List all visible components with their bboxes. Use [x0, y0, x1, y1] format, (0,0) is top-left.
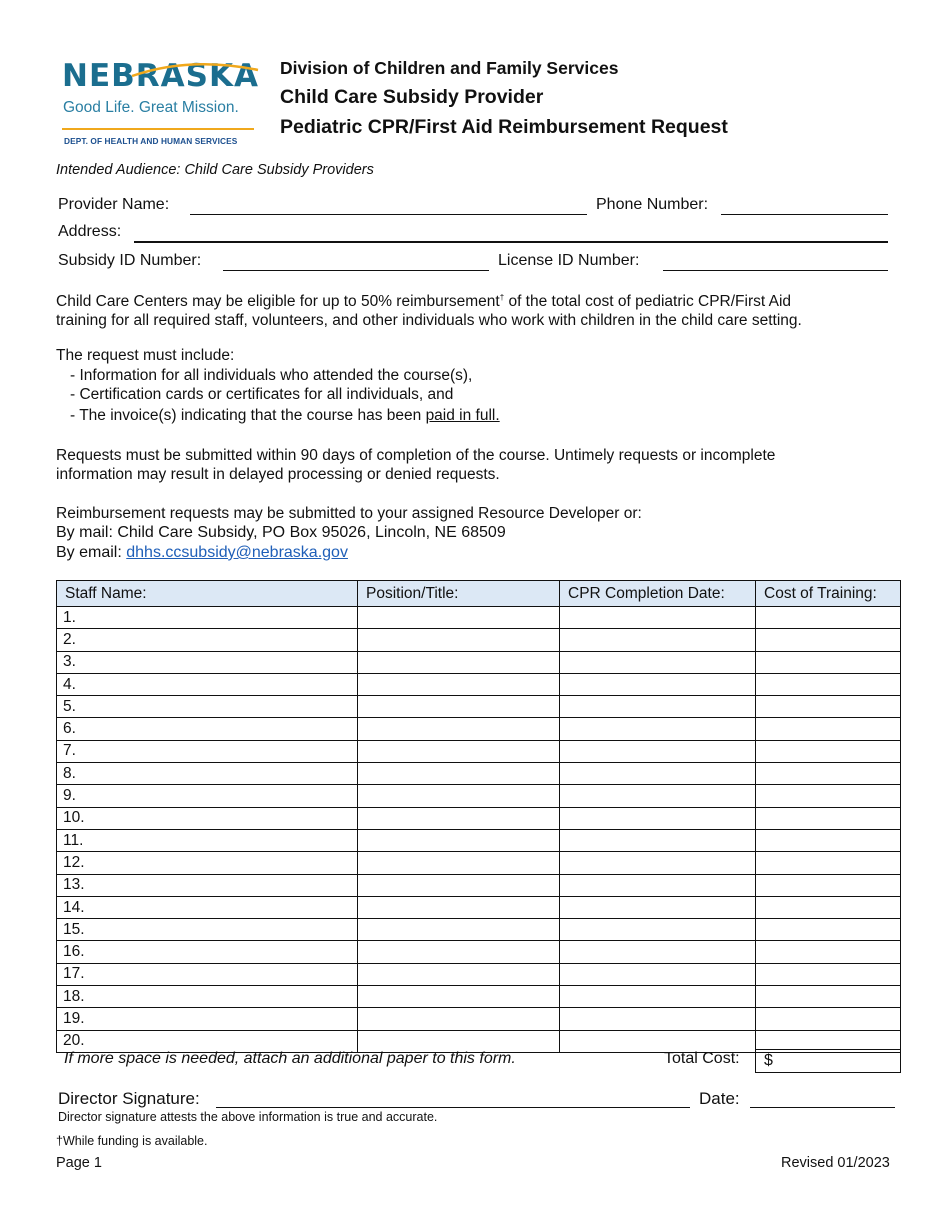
table-header-row: [57, 581, 901, 607]
row-number: 19.: [63, 1009, 85, 1027]
cpr-date-cell[interactable]: [560, 607, 756, 629]
staff-name-cell[interactable]: [57, 718, 358, 740]
eligibility-paragraph: [56, 288, 916, 330]
row-number: 4.: [63, 675, 76, 693]
subsidy-id-label: Subsidy ID Number:: [58, 252, 202, 269]
cost-cell[interactable]: [756, 785, 901, 807]
row-number: 15.: [63, 920, 85, 938]
staff-name-cell[interactable]: [57, 807, 358, 829]
cpr-date-cell[interactable]: [560, 785, 756, 807]
staff-name-cell[interactable]: [57, 829, 358, 851]
staff-name-cell[interactable]: [57, 607, 358, 629]
position-title-cell[interactable]: [358, 651, 560, 673]
table-row: [57, 607, 901, 629]
email-link[interactable]: dhhs.ccsubsidy@nebraska.gov: [126, 544, 348, 561]
table-row: [57, 807, 901, 829]
form-title: Pediatric CPR/First Aid Reimbursement Request: [280, 116, 728, 138]
nebraska-dhhs-logo: [62, 58, 262, 150]
director-signature-label: Director Signature:: [58, 1089, 200, 1108]
row-number: 13.: [63, 876, 85, 894]
position-title-cell[interactable]: [358, 629, 560, 651]
row-number: 20.: [63, 1032, 85, 1050]
table-row: [57, 651, 901, 673]
position-title-cell[interactable]: [358, 763, 560, 785]
table-row: [57, 629, 901, 651]
address-field[interactable]: [134, 241, 888, 243]
cost-cell[interactable]: [756, 963, 901, 985]
funding-footnote: †While funding is available.: [56, 1134, 208, 1148]
row-number: 2.: [63, 630, 76, 648]
provider-name-label: Provider Name:: [58, 196, 170, 213]
cost-cell[interactable]: [756, 874, 901, 896]
cost-cell[interactable]: [756, 718, 901, 740]
cpr-date-cell[interactable]: [560, 629, 756, 651]
deadline-line2: information may result in delayed processing or denied requests.: [56, 466, 500, 483]
table-row: [57, 941, 901, 963]
phone-number-label: Phone Number:: [596, 196, 709, 213]
staff-name-cell[interactable]: [57, 629, 358, 651]
position-title-cell[interactable]: [358, 740, 560, 762]
table-row: [57, 919, 901, 941]
staff-name-cell[interactable]: [57, 763, 358, 785]
deadline-line1: Requests must be submitted within 90 days of completion of the course. Untimely requests or incomplete: [56, 447, 776, 464]
position-title-cell[interactable]: [358, 874, 560, 896]
cost-cell[interactable]: [756, 829, 901, 851]
row-number: 17.: [63, 965, 85, 983]
phone-number-field[interactable]: [721, 214, 888, 215]
cost-cell[interactable]: [756, 1008, 901, 1030]
table-row: [57, 740, 901, 762]
table-row: [57, 896, 901, 918]
revised-date: Revised 01/2023: [781, 1155, 890, 1171]
cost-cell[interactable]: [756, 807, 901, 829]
requirement-item-text: - The invoice(s) indicating that the course has been: [70, 407, 426, 424]
position-title-cell[interactable]: [358, 807, 560, 829]
staff-name-cell[interactable]: [57, 651, 358, 673]
submission-mail: By mail: Child Care Subsidy, PO Box 95026, Lincoln, NE 68509: [56, 524, 506, 541]
cpr-date-cell[interactable]: [560, 718, 756, 740]
cpr-date-cell[interactable]: [560, 1008, 756, 1030]
cost-cell[interactable]: [756, 941, 901, 963]
paid-in-full-text: paid in full.: [425, 407, 500, 424]
staff-name-cell[interactable]: [57, 740, 358, 762]
cost-cell[interactable]: [756, 986, 901, 1008]
table-row: [57, 829, 901, 851]
row-number: 11.: [63, 831, 84, 849]
position-title-cell[interactable]: [358, 1008, 560, 1030]
table-row: [57, 1008, 901, 1030]
position-title-cell[interactable]: [358, 963, 560, 985]
table-row: [57, 874, 901, 896]
logo-wordmark: NEBRASKA: [62, 58, 259, 94]
address-label: Address:: [58, 223, 122, 240]
staff-name-cell[interactable]: [57, 963, 358, 985]
position-title-cell[interactable]: [358, 919, 560, 941]
table-row: [57, 986, 901, 1008]
cpr-date-cell[interactable]: [560, 696, 756, 718]
cost-cell[interactable]: [756, 607, 901, 629]
logo-divider: [62, 128, 254, 130]
subsidy-id-field[interactable]: [223, 270, 489, 271]
col-position-title: Position/Title:: [358, 581, 560, 607]
eligibility-line2: training for all required staff, volunteers, and other individuals who work with children in the child care setting.: [56, 312, 802, 330]
position-title-cell[interactable]: [358, 673, 560, 695]
more-space-note: If more space is needed, attach an additional paper to this form.: [64, 1050, 516, 1067]
row-number: 18.: [63, 987, 85, 1005]
position-title-cell[interactable]: [358, 896, 560, 918]
submission-email-line: [56, 543, 916, 562]
staff-name-cell[interactable]: [57, 874, 358, 896]
position-title-cell[interactable]: [358, 718, 560, 740]
position-title-cell[interactable]: [358, 829, 560, 851]
cpr-date-cell[interactable]: [560, 852, 756, 874]
table-row: [57, 718, 901, 740]
row-number: 16.: [63, 943, 85, 961]
deadline-paragraph: [56, 446, 916, 484]
position-title-cell[interactable]: [358, 785, 560, 807]
row-number: 1.: [63, 608, 76, 626]
table-row: [57, 696, 901, 718]
cpr-date-cell[interactable]: [560, 651, 756, 673]
cost-cell[interactable]: [756, 629, 901, 651]
logo-swoosh-icon: [130, 62, 260, 82]
division-title: Division of Children and Family Services: [280, 58, 619, 78]
cpr-date-cell[interactable]: [560, 673, 756, 695]
staff-name-cell[interactable]: [57, 941, 358, 963]
table-row: [57, 963, 901, 985]
cost-cell[interactable]: [756, 673, 901, 695]
cpr-date-cell[interactable]: [560, 763, 756, 785]
program-title: Child Care Subsidy Provider: [280, 86, 544, 108]
cpr-date-cell[interactable]: [560, 807, 756, 829]
position-title-cell[interactable]: [358, 852, 560, 874]
logo-department: DEPT. OF HEALTH AND HUMAN SERVICES: [64, 136, 238, 146]
cpr-date-cell[interactable]: [560, 874, 756, 896]
cost-cell[interactable]: [756, 651, 901, 673]
email-label: By email:: [56, 544, 127, 561]
submission-intro: Reimbursement requests may be submitted to your assigned Resource Developer or:: [56, 505, 642, 522]
cpr-date-cell[interactable]: [560, 896, 756, 918]
signature-attestation: Director signature attests the above information is true and accurate.: [58, 1110, 438, 1124]
eligibility-line1: Child Care Centers may be eligible for up to 50% reimbursement: [56, 293, 500, 311]
position-title-cell[interactable]: [358, 941, 560, 963]
cost-cell[interactable]: [756, 852, 901, 874]
requirement-item: - Information for all individuals who attended the course(s),: [70, 367, 473, 384]
date-field[interactable]: [750, 1107, 895, 1108]
table-row: [57, 785, 901, 807]
staff-table: [56, 580, 901, 1053]
total-cost-field[interactable]: $: [755, 1049, 901, 1073]
staff-name-cell[interactable]: [57, 673, 358, 695]
position-title-cell[interactable]: [358, 696, 560, 718]
row-number: 8.: [63, 764, 76, 782]
row-number: 10.: [63, 809, 85, 827]
staff-name-cell[interactable]: [57, 986, 358, 1008]
table-row: [57, 763, 901, 785]
director-signature-field[interactable]: [216, 1107, 690, 1108]
row-number: 14.: [63, 898, 85, 916]
logo-tagline: Good Life. Great Mission.: [63, 99, 239, 116]
license-id-label: License ID Number:: [498, 252, 640, 269]
staff-name-cell[interactable]: [57, 1008, 358, 1030]
row-number: 3.: [63, 653, 76, 671]
cost-cell[interactable]: [756, 896, 901, 918]
cpr-date-cell[interactable]: [560, 963, 756, 985]
col-staff-name: Staff Name:: [57, 581, 358, 607]
col-cpr-completion-date: CPR Completion Date:: [560, 581, 756, 607]
date-label: Date:: [699, 1089, 740, 1108]
cost-cell[interactable]: [756, 919, 901, 941]
staff-name-cell[interactable]: [57, 785, 358, 807]
row-number: 9.: [63, 787, 76, 805]
requirement-item: [70, 406, 500, 425]
eligibility-line1-rest: of the total cost of pediatric CPR/First Aid: [504, 293, 792, 311]
cpr-date-cell[interactable]: [560, 740, 756, 762]
table-row: [57, 673, 901, 695]
row-number: 12.: [63, 853, 85, 871]
staff-name-cell[interactable]: [57, 919, 358, 941]
row-number: 5.: [63, 697, 76, 715]
requirement-item: - Certification cards or certificates for all individuals, and: [70, 386, 454, 403]
staff-table-body: [57, 607, 901, 1053]
license-id-field[interactable]: [663, 270, 888, 271]
cpr-date-cell[interactable]: [560, 919, 756, 941]
staff-name-cell[interactable]: [57, 852, 358, 874]
staff-name-cell[interactable]: [57, 896, 358, 918]
col-cost-of-training: Cost of Training:: [756, 581, 901, 607]
row-number: 6.: [63, 720, 76, 738]
cost-cell[interactable]: [756, 696, 901, 718]
cpr-date-cell[interactable]: [560, 986, 756, 1008]
table-row: [57, 852, 901, 874]
footnote-marker: †: [499, 293, 505, 302]
page-number: Page 1: [56, 1155, 102, 1171]
intended-audience: Intended Audience: Child Care Subsidy Providers: [56, 162, 374, 178]
cost-cell[interactable]: [756, 763, 901, 785]
cpr-date-cell[interactable]: [560, 829, 756, 851]
row-number: 7.: [63, 742, 76, 760]
position-title-cell[interactable]: [358, 607, 560, 629]
total-cost-label: Total Cost:: [664, 1050, 740, 1067]
cpr-date-cell[interactable]: [560, 941, 756, 963]
requirements-heading: The request must include:: [56, 347, 235, 364]
staff-name-cell[interactable]: [57, 696, 358, 718]
provider-name-field[interactable]: [190, 214, 587, 215]
cost-cell[interactable]: [756, 740, 901, 762]
position-title-cell[interactable]: [358, 986, 560, 1008]
